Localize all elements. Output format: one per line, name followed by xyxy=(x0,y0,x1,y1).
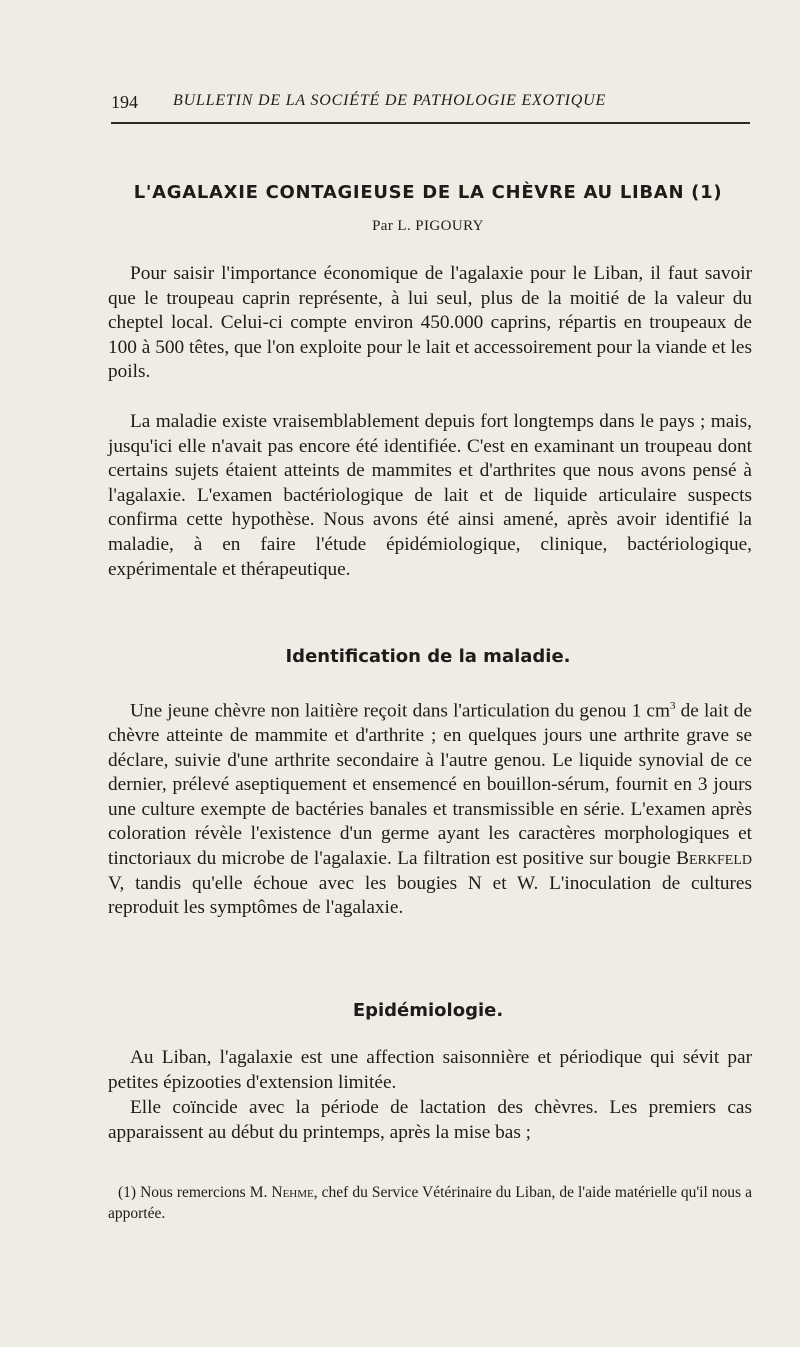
identification-text: Une jeune chèvre non laitière reçoit dans l'articulation du genou 1 cm xyxy=(130,700,670,722)
epidemiology-paragraph: Elle coïncide avec la période de lactation des chèvres. Les premiers cas apparaissent au début du printemps, après la mise bas ; xyxy=(108,1097,752,1143)
filter-name: Berkfeld xyxy=(676,847,752,869)
article-author: Par L. PIGOURY xyxy=(372,218,484,234)
identification-text: de lait de chèvre atteinte de mammite et d'arthrite ; en quelques jours une arthrite grave se déclare, suivie d'une arthrite secondaire à l'autre genou. Le liquide synovial de ce dernier, prélevé aseptiquement et ensemencé en bouillon-sérum, fournit en 3 jours une culture exempte de bactéries banales et transmissible en série. L'examen après coloration révèle l'existence d'un germe ayant les caractères morphologiques et tinctoriaux du microbe de l'agalaxie. La filtration est positive sur bougie xyxy=(108,700,752,869)
page-number: 194 xyxy=(111,92,138,112)
superscript-exponent: 3 xyxy=(669,700,676,712)
identification-paragraph xyxy=(108,694,752,921)
running-header xyxy=(111,92,751,118)
section-heading-epidemiology: Epidémiologie. xyxy=(352,1000,504,1021)
identification-text: V, tandis qu'elle échoue avec les bougies N et W. L'inoculation de cultures reproduit les symptômes de l'agalaxie. xyxy=(108,872,752,919)
section-heading-identification: Identification de la maladie. xyxy=(285,646,571,667)
article-title: L'AGALAXIE CONTAGIEUSE DE LA CHÈVRE AU LIBAN (1) xyxy=(133,182,723,203)
footnote-person-name: Nehme xyxy=(271,1184,314,1201)
journal-title: BULLETIN DE LA SOCIÉTÉ DE PATHOLOGIE EXOTIQUE xyxy=(173,92,607,109)
header-rule xyxy=(111,122,750,124)
footnote xyxy=(108,1182,752,1224)
footnote-marker: (1) xyxy=(118,1184,137,1201)
epidemiology-paragraph: Au Liban, l'agalaxie est une affection saisonnière et périodique qui sévit par petites épizooties d'extension limitée. xyxy=(108,1047,752,1093)
intro-paragraph: La maladie existe vraisemblablement depuis fort longtemps dans le pays ; mais, jusqu'ici elle n'avait pas encore été identifiée. C'est en examinant un troupeau dont certains sujets étaient atteints de mammites et d'arthrites que nous avons pensé à l'agalaxie. L'examen bactériologique de lait et de liquide articulaire suspects confirma cette hypothèse. Nous avons été ainsi amené, après avoir identifié la maladie, à en faire l'étude épidémiologique, clinique, bactériologique, expérimentale et thérapeutique. xyxy=(108,411,752,580)
intro-paragraph: Pour saisir l'importance économique de l'agalaxie pour le Liban, il faut savoir que le troupeau caprin représente, à lui seul, plus de la moitié de la valeur du cheptel local. Celui-ci compte environ 450.000 caprins, répartis en troupeaux de 100 à 500 têtes, que l'on exploite pour le lait et accessoirement pour la viande et les poils. xyxy=(108,263,752,383)
footnote-text: Nous remercions M. xyxy=(136,1184,272,1201)
footnote-text: , chef du Service Vétérinaire du Liban, de l'aide matérielle qu'il nous a apportée. xyxy=(108,1184,752,1222)
